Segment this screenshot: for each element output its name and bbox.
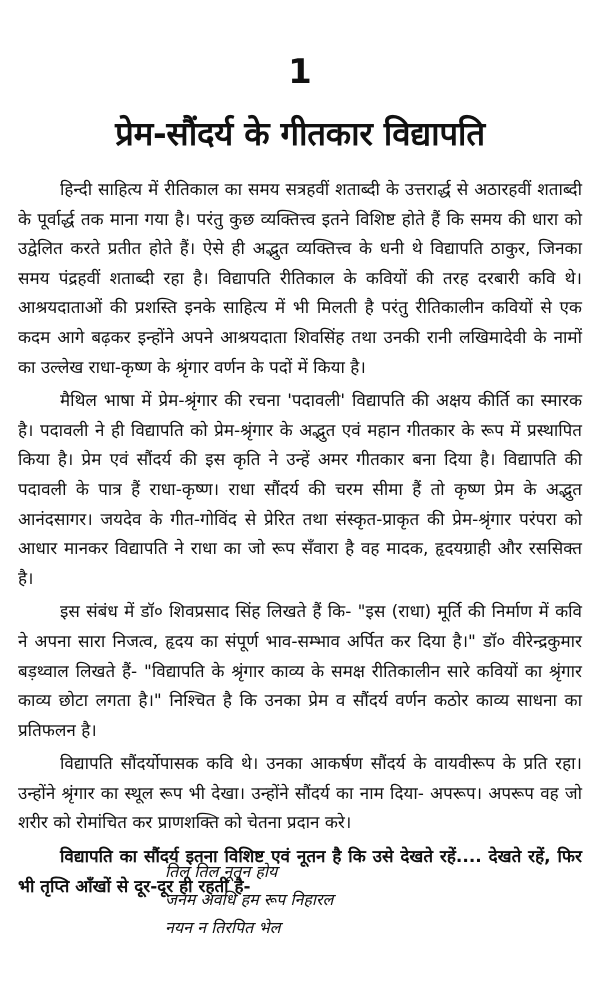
paragraph: विद्यापति सौंदर्योपासक कवि थे। उनका आकर्षण सौंदर्य के वायवीरूप के प्रति रहा। उन्होंने श्रृंगार का स्थूल रूप भी देखा। उन्होंने सौंदर्य का नाम दिया- अपरूप। अपरूप वह जो शरीर को रोमांचित कर प्राणशक्ति को चेतना प्रदान करे।	[18, 754, 582, 834]
paragraph: विद्यापति का सौंदर्य इतना विशिष्ट एवं नूतन है कि उसे देखते रहें.... देखते रहें, फिर भी तृप्ति आँखों से दूर-दूर ही रहती है-	[18, 847, 582, 897]
chapter-number: 1	[288, 52, 312, 92]
body-text	[18, 176, 582, 906]
paragraph: मैथिल भाषा में प्रेम-श्रृंगार की रचना 'पदावली' विद्यापति की अक्षय कीर्ति का स्मारक है। पदावली ने ही विद्यापति को प्रेम-श्रृंगार के अद्भुत एवं महान गीतकार के रूप में प्रस्थापित किया है। प्रेम एवं सौंदर्य की इस कृति ने उन्हें अमर गीतकार बना दिया है। विद्यापति की पदावली के पात्र हैं राधा-कृष्ण। राधा सौंदर्य की चरम सीमा हैं तो कृष्ण प्रेम के अद्भुत आनंदसागर। जयदेव के गीत-गोविंद से प्रेरित तथा संस्कृत-प्राकृत की प्रेम-श्रृंगार परंपरा को आधार मानकर विद्यापति ने राधा का जो रूप सँवारा है वह मादक, हृदयग्राही और रससिक्त है।	[18, 391, 582, 589]
paragraph: हिन्दी साहित्य में रीतिकाल का समय सत्रहवीं शताब्दी के उत्तरार्द्ध से अठारहवीं शताब्दी के पूर्वार्द्ध तक माना गया है। परंतु कुछ व्यक्तित्त्व इतने विशिष्ट होते हैं कि समय की धारा को उद्वेलित करते प्रतीत होते हैं। ऐसे ही अद्भुत व्यक्तित्त्व के धनी थे विद्यापति ठाकुर, जिनका समय पंद्रहवीं शताब्दी रहा है। विद्यापति रीतिकाल के कवियों की तरह दरबारी कवि थे। आश्रयदाताओं की प्रशस्ति इनके साहित्य में भी मिलती है परंतु रीतिकालीन कवियों से एक कदम आगे बढ़कर इन्होंने अपने आश्रयदाता शिवसिंह तथा उनकी रानी लखिमादेवी के नामों का उल्लेख राधा-कृष्ण के श्रृंगार वर्णन के पदों में किया है।	[18, 180, 582, 378]
verse-line: जनम अवधि हम रूप निहारल	[165, 890, 334, 909]
verse-line: तिल तिल नूतन होय	[165, 862, 278, 881]
chapter-title: प्रेम-सौंदर्य के गीतकार विद्यापति	[115, 114, 485, 153]
verse-quote	[165, 858, 565, 942]
paragraph: इस संबंध में डॉ० शिवप्रसाद सिंह लिखते हैं कि- "इस (राधा) मूर्ति की निर्माण में कवि ने अपना सारा निजत्व, हृदय का संपूर्ण भाव-सम्भाव अर्पित कर दिया है।" डॉ० वीरेन्द्रकुमार बड़थ्वाल लिखते हैं- "विद्यापति के श्रृंगार काव्य के समक्ष रीतिकालीन सारे कवियों का श्रृंगार काव्य छोटा लगता है।" निश्चित है कि उनका प्रेम व सौंदर्य वर्णन कठोर काव्य साधना का प्रतिफलन है।	[18, 602, 582, 741]
verse-line: नयन न तिरपित भेल	[165, 918, 281, 937]
